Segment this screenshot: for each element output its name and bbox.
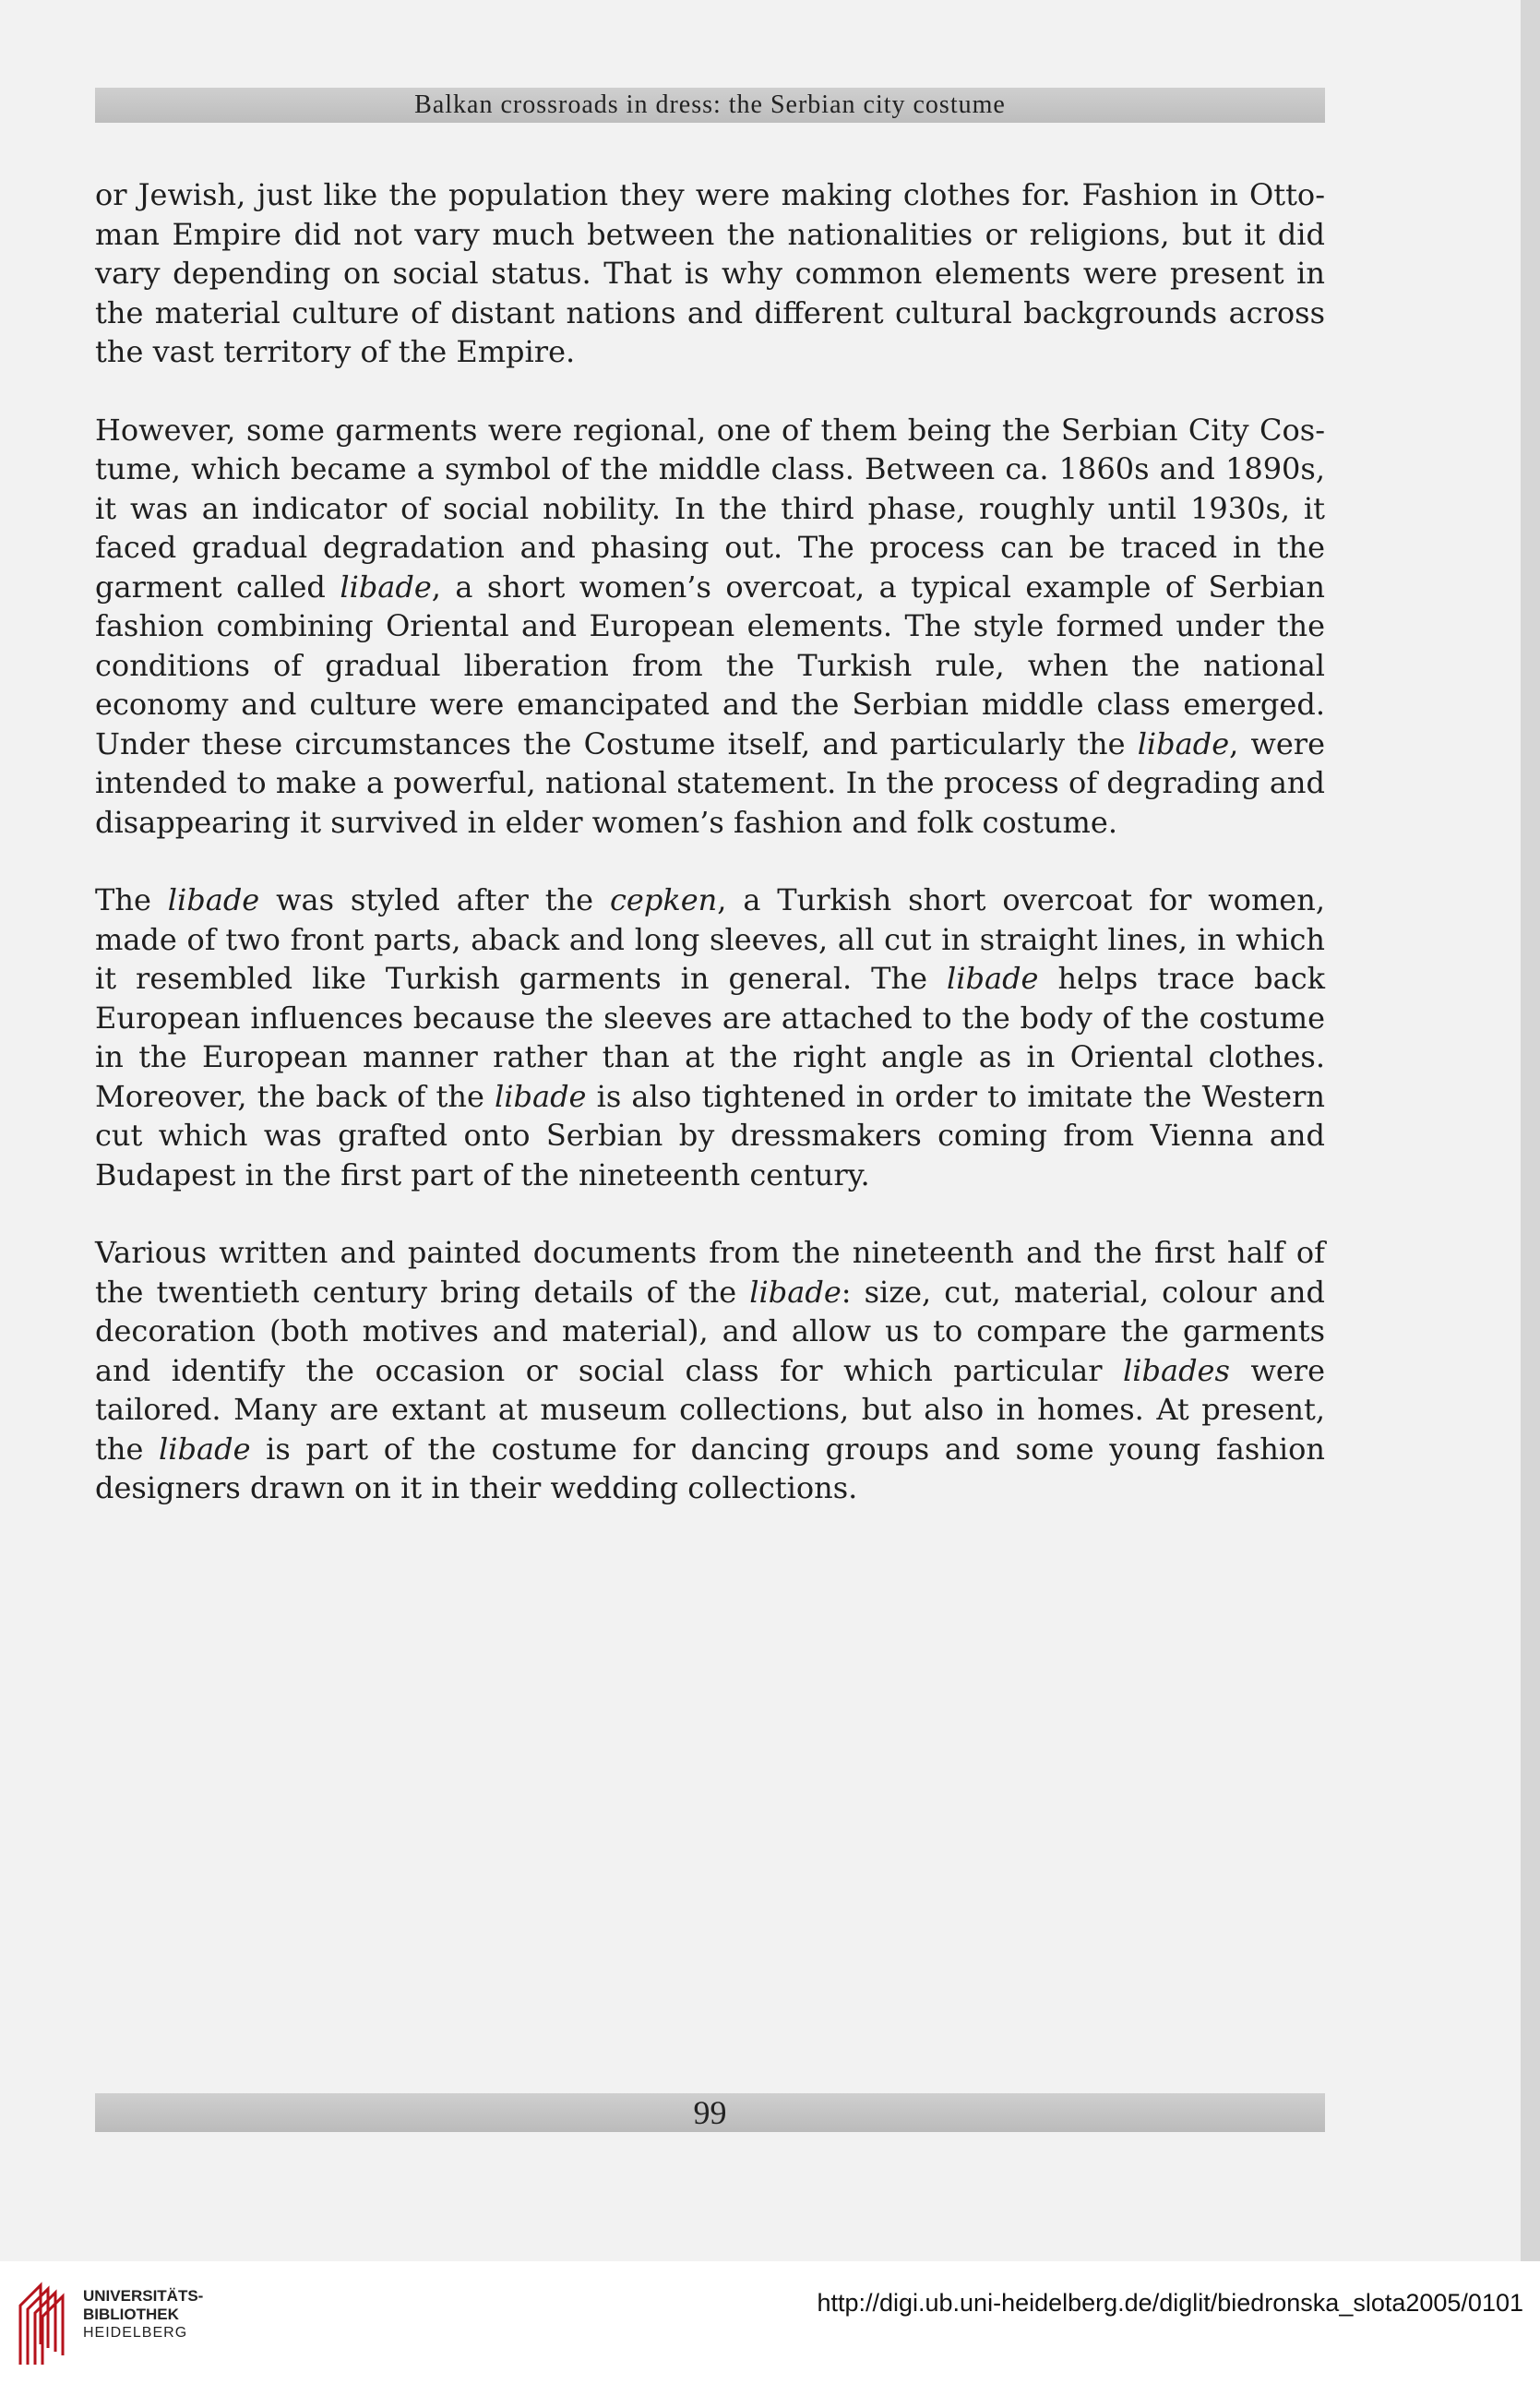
italic-term: libade: [167, 882, 260, 917]
body-paragraph: [95, 175, 1325, 372]
italic-term: libade: [495, 1078, 587, 1114]
italic-term: libade: [1137, 725, 1230, 761]
paragraph-text: helps trace back European influences because the sleeves are attached to the body of the costume in the European manner rather than at the right angle as in Oriental clothes. Moreover, the back of the: [95, 961, 1326, 1114]
running-title: Balkan crossroads in dress: the Serbian city costume: [414, 90, 1006, 119]
italic-term: cepken: [609, 882, 718, 917]
paragraph-text: or Jewish, just like the population they were making clothes for. Fashion in Ottoman Empire did not vary much between the nationalities or religions, but it did vary depending on social status. That is why common elements were present in the material culture of distant nations and different cultural backgrounds across the vast territory of the Empire.: [95, 177, 1325, 369]
paragraph-text: : size, cut, material, colour and decoration (both motives and material), and allow us to compare the garments and identify the occasion or social class for which particular: [95, 1274, 1326, 1388]
italic-term: libade: [947, 961, 1039, 996]
paragraph-text: is part of the costume for dancing groups and some young fashion designers drawn on it in their wedding collections.: [95, 1431, 1326, 1505]
page-edge: [1521, 0, 1540, 2261]
library-name-line3: HEIDELBERG: [83, 2325, 188, 2341]
paragraph-text: Various written and painted documents from the nineteenth and the first half of the twentieth century bring details of the: [95, 1235, 1325, 1310]
library-name: [83, 2287, 203, 2342]
library-footer-bar: [0, 2261, 1540, 2384]
heidelberg-library-logo-icon: [17, 2278, 72, 2366]
italic-term: libade: [159, 1431, 251, 1467]
italic-term: libades: [1123, 1352, 1230, 1388]
paragraph-text: , were intended to make a powerful, national statement. In the process of degrading and disappearing it survived in elder women’s fashion and folk costume.: [95, 725, 1326, 840]
library-name-line1: UNIVERSITÄTS-: [83, 2287, 204, 2305]
library-name-line2: BIBLIOTHEK: [83, 2306, 179, 2323]
page-number: 99: [693, 2094, 727, 2131]
page-footer: [95, 2093, 1325, 2132]
body-paragraph: [95, 881, 1325, 1194]
paragraph-text: was styled after the: [259, 882, 610, 917]
paragraph-text: is also tightened in order to imitate the Western cut which was grafted onto Serbian by dressmakers coming from Vienna and Budapest in the first part of the nineteenth century.: [95, 1078, 1326, 1192]
paragraph-text: , a short women’s overcoat, a typical example of Serbian fashion combining Oriental and European elements. The style formed under the conditions of gradual liberation from the Turkish rule, when the national economy and culture were emancipated and the Serbian middle class emerged. Under these circumstances the Costume itself, and particularly the: [95, 569, 1326, 761]
paragraph-text: The: [95, 882, 168, 917]
italic-term: libade: [749, 1274, 842, 1310]
body-paragraph: [95, 1233, 1325, 1508]
body-text: [95, 175, 1325, 1508]
paragraph-text: , a Turkish short overcoat for women, made of two front parts, aback and long sleeves, all cut in straight lines, in which it resembled like Turkish garments in general. The: [95, 882, 1326, 996]
body-paragraph: [95, 411, 1325, 843]
running-header: [95, 88, 1325, 123]
paragraph-text: were tailored. Many are extant at museum collections, but also in homes. At present, the: [95, 1352, 1326, 1467]
source-url-link[interactable]: http://digi.ub.uni-heidelberg.de/diglit/biedronska_slota2005/0101: [817, 2289, 1523, 2317]
paragraph-text: However, some garments were regional, one of them being the Serbian City Costume, which became a symbol of the middle class. Between ca. 1860s and 1890s, it was an indicator of social nobility. In the third phase, roughly until 1930s, it faced gradual degradation and phasing out. The process can be traced in the garment called: [95, 412, 1325, 605]
italic-term: libade: [340, 569, 432, 605]
